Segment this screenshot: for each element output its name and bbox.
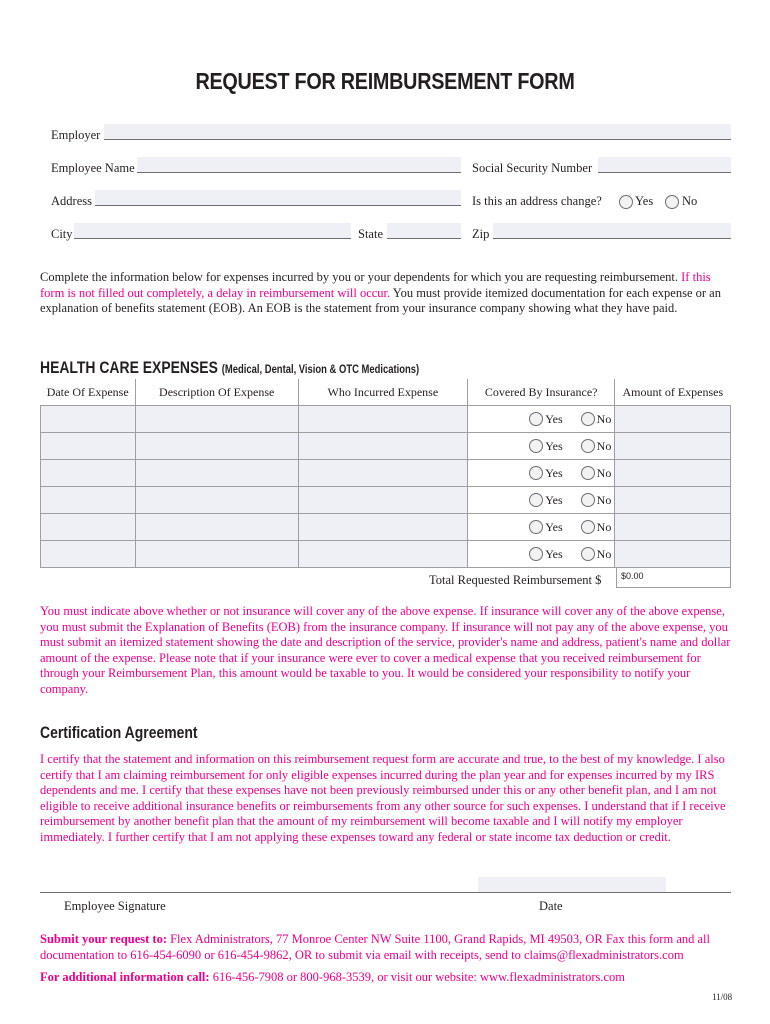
date-cell[interactable] [41,460,136,487]
expense-row [41,406,731,433]
insurance-no-label: No [596,465,612,480]
employee-signature-label: Employee Signature [64,899,166,913]
column-header-insurance: Covered By Insurance? [468,379,615,406]
expense-row [41,487,731,514]
insurance-yes-radio[interactable] [529,493,543,507]
form-version: 11/08 [712,992,733,1002]
address-change-yes-label: Yes [635,194,654,208]
insurance-choice [468,460,614,486]
date-cell[interactable] [41,514,136,541]
insurance-no-radio[interactable] [581,439,595,453]
address-field[interactable] [95,190,461,206]
amount-cell[interactable] [615,433,731,460]
description-cell[interactable] [135,460,298,487]
insurance-notice: You must indicate above whether or not insurance will cover any of the above expense. If insurance will cover any of the above expense, you must submit the Explanation of Benefits (EOB) from the insurance company. If insurance will not pay any of the above expense, you must submit an itemized statement showing the date and description of the service, provider's name and address, patient's name and dollar amount of the expense. Please note that if your insurance were ever to cover a medical expense that you received reimbursement for through your Reimbursement Plan, this amount would be taxable to you. It would be considered your responsibility to notify your company. [40,604,731,696]
insurance-no-label: No [596,546,612,561]
who-cell[interactable] [298,460,468,487]
ssn-label: Social Security Number [472,161,593,175]
certification-heading: Certification Agreement [40,723,198,742]
description-cell[interactable] [135,433,298,460]
employer-field[interactable] [104,124,731,140]
date-field[interactable] [478,877,666,892]
amount-cell[interactable] [615,487,731,514]
address-change-no-label: No [682,194,698,208]
insurance-cell [468,406,615,433]
date-label: Date [539,899,563,913]
insurance-yes-label: Yes [545,519,563,534]
zip-label: Zip [472,227,490,241]
insurance-cell [468,433,615,460]
insurance-yes-radio[interactable] [529,439,543,453]
total-label: Total Requested Reimbursement $ [429,573,602,587]
insurance-no-radio[interactable] [581,547,595,561]
description-cell[interactable] [135,541,298,568]
insurance-choice [468,433,614,459]
column-header-who: Who Incurred Expense [298,379,468,406]
who-cell[interactable] [298,433,468,460]
insurance-cell [468,541,615,568]
insurance-cell [468,460,615,487]
ssn-field[interactable] [598,157,731,173]
intro-warning: If this form is not filled out completely, a delay in reimbursement will occur. [40,270,711,300]
insurance-choice [468,487,614,513]
expense-table-header [41,379,731,406]
insurance-yes-radio[interactable] [529,520,543,534]
insurance-no-radio[interactable] [581,412,595,426]
column-header-date: Date Of Expense [46,384,129,399]
employee-name-label: Employee Name [51,161,135,175]
health-care-title: HEALTH CARE EXPENSES [40,358,218,377]
employee-name-field[interactable] [137,157,461,173]
column-header-amount: Amount of Expenses [615,379,731,406]
insurance-cell [468,514,615,541]
health-care-subtitle: (Medical, Dental, Vision & OTC Medications) [221,364,420,376]
info-text: 616-456-7908 or 800-968-3539, or visit our website: www.flexadministrators.com [209,970,626,984]
amount-cell[interactable] [615,460,731,487]
submit-text: Flex Administrators, 77 Monroe Center NW Suite 1100, Grand Rapids, MI 49503, OR Fax this form and all documentation to 616-454-6090 or 616-454-9862, OR to submit via email with receipts, send to claims@flexadministrators.com [40,932,710,962]
insurance-no-label: No [596,411,612,426]
expense-table [40,379,731,568]
amount-cell[interactable] [615,541,731,568]
insurance-choice [468,541,614,567]
insurance-no-label: No [596,438,612,453]
certification-text: I certify that the statement and information on this reimbursement request form are accurate and true, to the best of my knowledge. I also certify that I am claiming reimbursement for only eligible expenses incurred during the plan year and for expenses incurred by my IRS dependents and me. I certify that these expenses have not been previously reimbursed under this or any other benefit plan, and I am not eligible to receive additional insurance benefits or reimbursements from any other source for such expenses. I understand that if I receive reimbursement by another benefit plan that the amount of my reimbursement will become taxable and I will notify my employer immediately. I further certify that I am not applying these expenses toward any federal or state income tax deduction or credit. [40,752,726,844]
insurance-yes-label: Yes [545,492,563,507]
state-label: State [358,227,383,241]
address-label: Address [51,194,92,208]
insurance-no-radio[interactable] [581,520,595,534]
date-cell[interactable] [41,541,136,568]
date-cell[interactable] [41,433,136,460]
who-cell[interactable] [298,514,468,541]
insurance-yes-radio[interactable] [529,412,543,426]
intro-paragraph [40,270,732,317]
employer-label: Employer [51,128,101,142]
insurance-yes-radio[interactable] [529,547,543,561]
date-cell[interactable] [41,406,136,433]
expense-row [41,433,731,460]
address-change-yes-radio[interactable] [619,195,633,209]
submit-label: Submit your request to: [40,932,167,946]
intro-rest: You must provide itemized documentation for each expense or an explanation of benefits statement (EOB). An EOB is the statement from your insurance company showing what they have paid. [40,285,721,316]
expense-row [41,514,731,541]
insurance-yes-label: Yes [545,465,563,480]
address-change-no-radio[interactable] [665,195,679,209]
who-cell[interactable] [298,487,468,514]
info-label: For additional information call: [40,970,210,984]
zip-field[interactable] [493,223,731,239]
insurance-choice [468,514,614,540]
insurance-yes-label: Yes [545,411,563,426]
city-label: City [51,227,73,241]
submit-instructions [40,932,732,963]
insurance-no-radio[interactable] [581,493,595,507]
additional-info [40,970,732,986]
health-care-heading [40,358,419,378]
date-cell[interactable] [41,487,136,514]
description-cell[interactable] [135,487,298,514]
signature-line [40,892,731,893]
description-cell[interactable] [135,514,298,541]
insurance-choice [468,406,614,432]
insurance-no-radio[interactable] [581,466,595,480]
expense-row [41,460,731,487]
form-title: REQUEST FOR REIMBURSEMENT FORM [195,68,575,94]
column-header-description: Description Of Expense [135,379,298,406]
insurance-yes-radio[interactable] [529,466,543,480]
insurance-cell [468,487,615,514]
city-field[interactable] [74,223,351,239]
who-cell[interactable] [298,406,468,433]
insurance-no-label: No [596,519,612,534]
amount-cell[interactable] [615,514,731,541]
employee-signature-field[interactable] [40,877,472,892]
description-cell[interactable] [135,406,298,433]
address-change-label: Is this an address change? [472,194,602,208]
insurance-yes-label: Yes [545,438,563,453]
amount-cell[interactable] [615,406,731,433]
intro-line: Complete the information below for expenses incurred by you or your dependents for which you are requesting reimbursement. [40,270,679,284]
who-cell[interactable] [298,541,468,568]
state-field[interactable] [387,223,461,239]
expense-row [41,541,731,568]
insurance-yes-label: Yes [545,546,563,561]
total-value-field[interactable]: $0.00 [616,567,731,588]
insurance-no-label: No [596,492,612,507]
